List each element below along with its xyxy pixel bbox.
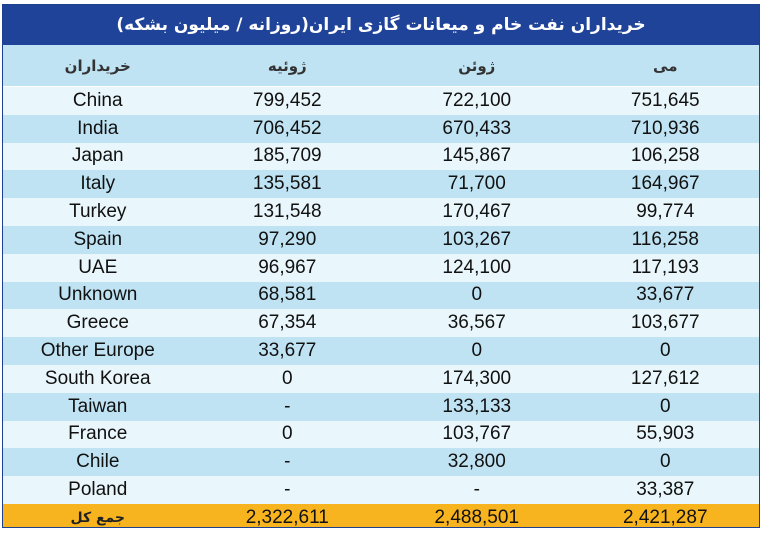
table-row <box>3 421 759 449</box>
cell-july: 799,452 <box>252 89 322 111</box>
cell-july: 97,290 <box>258 228 317 250</box>
cell-may: 710,936 <box>630 117 700 139</box>
cell-may: 0 <box>659 395 671 417</box>
cell-june: 170,467 <box>442 201 512 223</box>
cell-july: 68,581 <box>258 284 317 306</box>
cell-country: Greece <box>66 312 129 334</box>
cell-country: Taiwan <box>68 395 128 417</box>
table-row <box>3 337 759 365</box>
cell-july: 96,967 <box>258 256 317 278</box>
table-row <box>3 476 759 504</box>
total-label: جمع کل <box>70 509 126 526</box>
header-may: می <box>653 56 678 75</box>
cell-may: 33,677 <box>636 284 695 306</box>
header-july: ژوئیه <box>267 56 307 75</box>
cell-june: 670,433 <box>442 117 512 139</box>
cell-june: 71,700 <box>447 173 506 195</box>
table-row <box>3 226 759 254</box>
cell-july: 0 <box>281 423 293 445</box>
header-buyers: خریداران <box>64 56 131 75</box>
cell-june: 36,567 <box>447 312 506 334</box>
cell-may: 33,387 <box>636 479 695 501</box>
cell-june: 32,800 <box>447 451 506 473</box>
table-row <box>3 282 759 310</box>
cell-june: 174,300 <box>442 367 512 389</box>
cell-country: Poland <box>68 479 128 501</box>
cell-july: 33,677 <box>258 340 317 362</box>
cell-country: South Korea <box>44 367 151 389</box>
table-row <box>3 393 759 421</box>
total-july: 2,322,611 <box>245 506 329 528</box>
cell-july: 131,548 <box>252 201 322 223</box>
cell-june: 103,267 <box>442 228 512 250</box>
cell-country: France <box>68 423 128 445</box>
table-body <box>3 87 759 504</box>
cell-july: - <box>284 395 291 417</box>
cell-may: 0 <box>659 451 671 473</box>
cell-country: Other Europe <box>40 340 155 362</box>
cell-country: Unknown <box>58 284 138 306</box>
table-row <box>3 254 759 282</box>
cell-may: 99,774 <box>636 201 695 223</box>
total-june: 2,488,501 <box>434 506 520 528</box>
cell-july: - <box>284 479 291 501</box>
cell-june: 145,867 <box>442 145 512 167</box>
cell-country: Japan <box>71 145 124 167</box>
cell-may: 117,193 <box>631 256 699 278</box>
cell-country: Italy <box>80 173 116 195</box>
cell-june: 0 <box>471 284 483 306</box>
table-row <box>3 309 759 337</box>
cell-june: 133,133 <box>442 395 512 417</box>
cell-may: 751,645 <box>630 89 700 111</box>
cell-june: 0 <box>471 340 483 362</box>
table-row <box>3 143 759 171</box>
buyers-table <box>2 4 760 528</box>
table-title: خریداران نفت خام و میعانات گازی ایران(روزانه / میلیون بشکه) <box>3 5 759 45</box>
cell-july: 185,709 <box>252 145 322 167</box>
cell-country: UAE <box>78 256 118 278</box>
cell-may: 103,677 <box>630 312 700 334</box>
header-june: ژوئن <box>458 56 496 75</box>
cell-country: Chile <box>76 451 120 473</box>
cell-country: China <box>72 89 123 111</box>
table-row <box>3 365 759 393</box>
cell-june: 722,100 <box>442 89 512 111</box>
cell-may: 0 <box>659 340 671 362</box>
cell-may: 116,258 <box>631 228 699 250</box>
table-header-row <box>3 45 759 87</box>
cell-country: India <box>77 117 119 139</box>
cell-july: 67,354 <box>258 312 317 334</box>
cell-june: - <box>473 479 480 501</box>
table-row <box>3 198 759 226</box>
table-row <box>3 87 759 115</box>
cell-country: Spain <box>73 228 123 250</box>
cell-country: Turkey <box>69 201 127 223</box>
total-row <box>3 504 759 528</box>
cell-june: 103,767 <box>442 423 512 445</box>
cell-july: 706,452 <box>252 117 322 139</box>
cell-july: - <box>284 451 291 473</box>
cell-july: 135,581 <box>252 173 322 195</box>
total-may: 2,421,287 <box>622 506 708 528</box>
table-row <box>3 170 759 198</box>
cell-july: 0 <box>281 367 293 389</box>
cell-may: 55,903 <box>636 423 695 445</box>
table-row <box>3 448 759 476</box>
cell-may: 127,612 <box>630 367 700 389</box>
cell-may: 164,967 <box>630 173 700 195</box>
cell-june: 124,100 <box>442 256 512 278</box>
cell-may: 106,258 <box>630 145 700 167</box>
table-row <box>3 115 759 143</box>
